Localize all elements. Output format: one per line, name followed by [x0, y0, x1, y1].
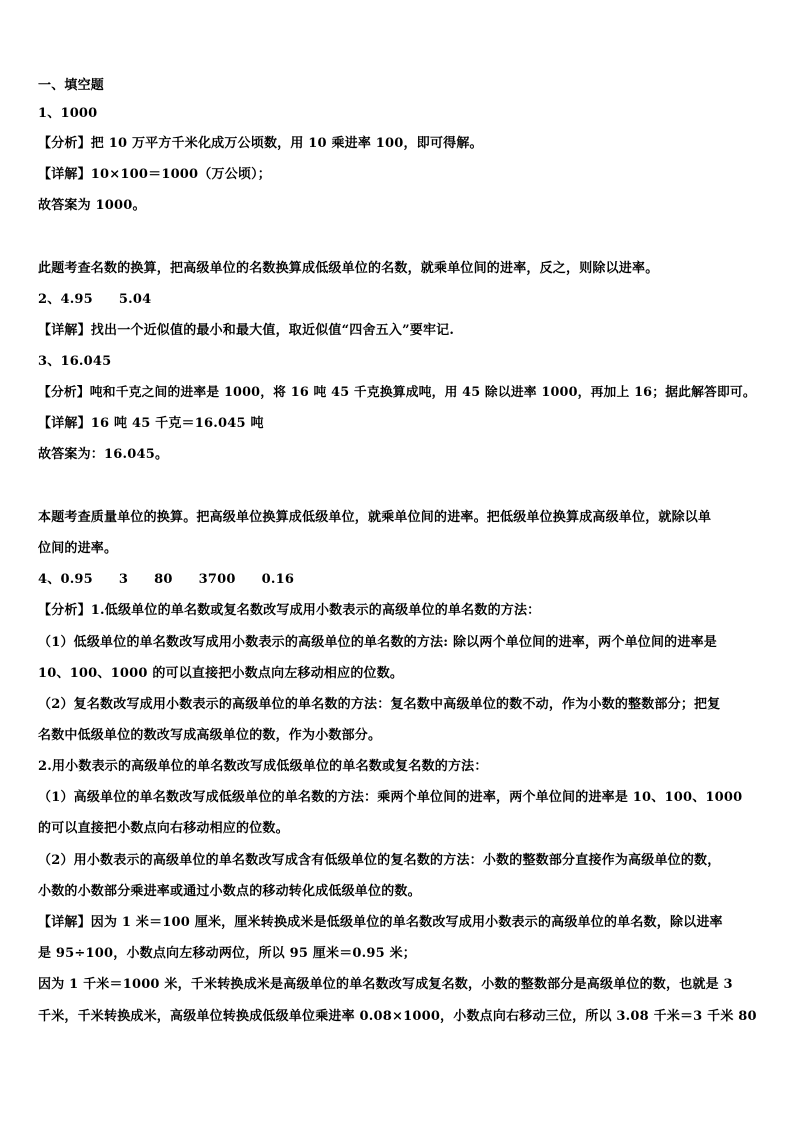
- q2-answer-part: 2、4.95: [38, 292, 93, 307]
- q2-answer: [38, 292, 764, 308]
- q4-answer-part: 4、0.95: [38, 572, 93, 587]
- q4-analysis-line: 10、100、1000 的可以直接把小数点向左移动相应的位数。: [38, 666, 404, 681]
- q4-analysis-line: （1）高级单位的单名数改写成低级单位的单名数的方法：乘两个单位间的进率，两个单位间的进率是 10、100、1000: [38, 790, 743, 805]
- section-title: 一、填空题: [38, 78, 105, 93]
- q4-detail-line: 是 95÷100，小数点向左移动两位，所以 95 厘米＝0.95 米；: [38, 946, 416, 961]
- q4-answer-part: 3700: [198, 572, 236, 587]
- q2-answer-part: 5.04: [118, 292, 152, 307]
- q4-answer-part: 80: [154, 572, 173, 587]
- q4-detail-line: 千米，千米转换成米，高级单位转换成低级单位乘进率 0.08×1000，小数点向右移动三位，所以 3.08 千米＝3 千米 80: [38, 1009, 757, 1024]
- q1-answer: 1、1000: [38, 106, 98, 121]
- q3-analysis: 【分析】吨和千克之间的进率是 1000，将 16 吨 45 千克换算成吨，用 45 除以进率 1000，再加上 16；据此解答即可。: [38, 385, 756, 400]
- q2-detail: 【详解】找出一个近似值的最小和最大值，取近似值“四舍五入”要牢记.: [38, 323, 455, 338]
- q4-analysis-line: （2）复名数改写成用小数表示的高级单位的单名数的方法：复名数中高级单位的数不动，作为小数的整数部分；把复: [38, 697, 721, 712]
- q4-analysis-line: 【分析】1.低级单位的单名数或复名数改写成用小数表示的高级单位的单名数的方法：: [38, 603, 541, 618]
- q4-answer-part: 3: [118, 572, 129, 587]
- q1-conclusion: 故答案为 1000。: [38, 198, 146, 213]
- q1-analysis: 【分析】把 10 万平方千米化成万公顷数，用 10 乘进率 100，即可得解。: [38, 136, 483, 151]
- q1-detail: 【详解】10×100＝1000（万公顷）；: [38, 167, 272, 182]
- q4-detail-line: 【详解】因为 1 米＝100 厘米，厘米转换成米是低级单位的单名数改写成用小数表示的高级单位的单名数，除以进率: [38, 915, 723, 930]
- q4-analysis-line: （1）低级单位的单名数改写成用小数表示的高级单位的单名数的方法: 除以两个单位间的进率，两个单位间的进率是: [38, 635, 717, 650]
- q4-analysis-line: （2）用小数表示的高级单位的单名数改写成含有低级单位的复名数的方法：小数的整数部分直接作为高级单位的数，: [38, 853, 721, 868]
- q4-analysis-line: 名数中低级单位的数改写成高级单位的数，作为小数部分。: [38, 728, 382, 743]
- q4-detail-line: 因为 1 千米＝1000 米，千米转换成米是高级单位的单名数改写成复名数，小数的整数部分是高级单位的数，也就是 3: [38, 977, 733, 992]
- q3-summary-line: 位间的进率。: [38, 541, 118, 556]
- q3-summary-line: 本题考查质量单位的换算。把高级单位换算成低级单位，就乘单位间的进率。把低级单位换算成高级单位，就除以单: [38, 510, 712, 525]
- q4-analysis-line: 小数的小数部分乘进率或通过小数点的移动转化成低级单位的数。: [38, 884, 421, 899]
- q4-answer-part: 0.16: [261, 572, 295, 587]
- q3-detail: 【详解】16 吨 45 千克＝16.045 吨: [38, 416, 264, 431]
- q3-conclusion: 故答案为：16.045。: [38, 447, 169, 462]
- q4-analysis-line: 2.用小数表示的高级单位的单名数改写成低级单位的单名数或复名数的方法：: [38, 759, 488, 774]
- q3-answer: 3、16.045: [38, 354, 112, 369]
- q4-answer: [38, 572, 764, 588]
- q4-analysis-line: 的可以直接把小数点向右移动相应的位数。: [38, 821, 289, 836]
- q1-summary: 此题考查名数的换算，把高级单位的名数换算成低级单位的名数，就乘单位间的进率，反之，则除以进率。: [38, 261, 659, 276]
